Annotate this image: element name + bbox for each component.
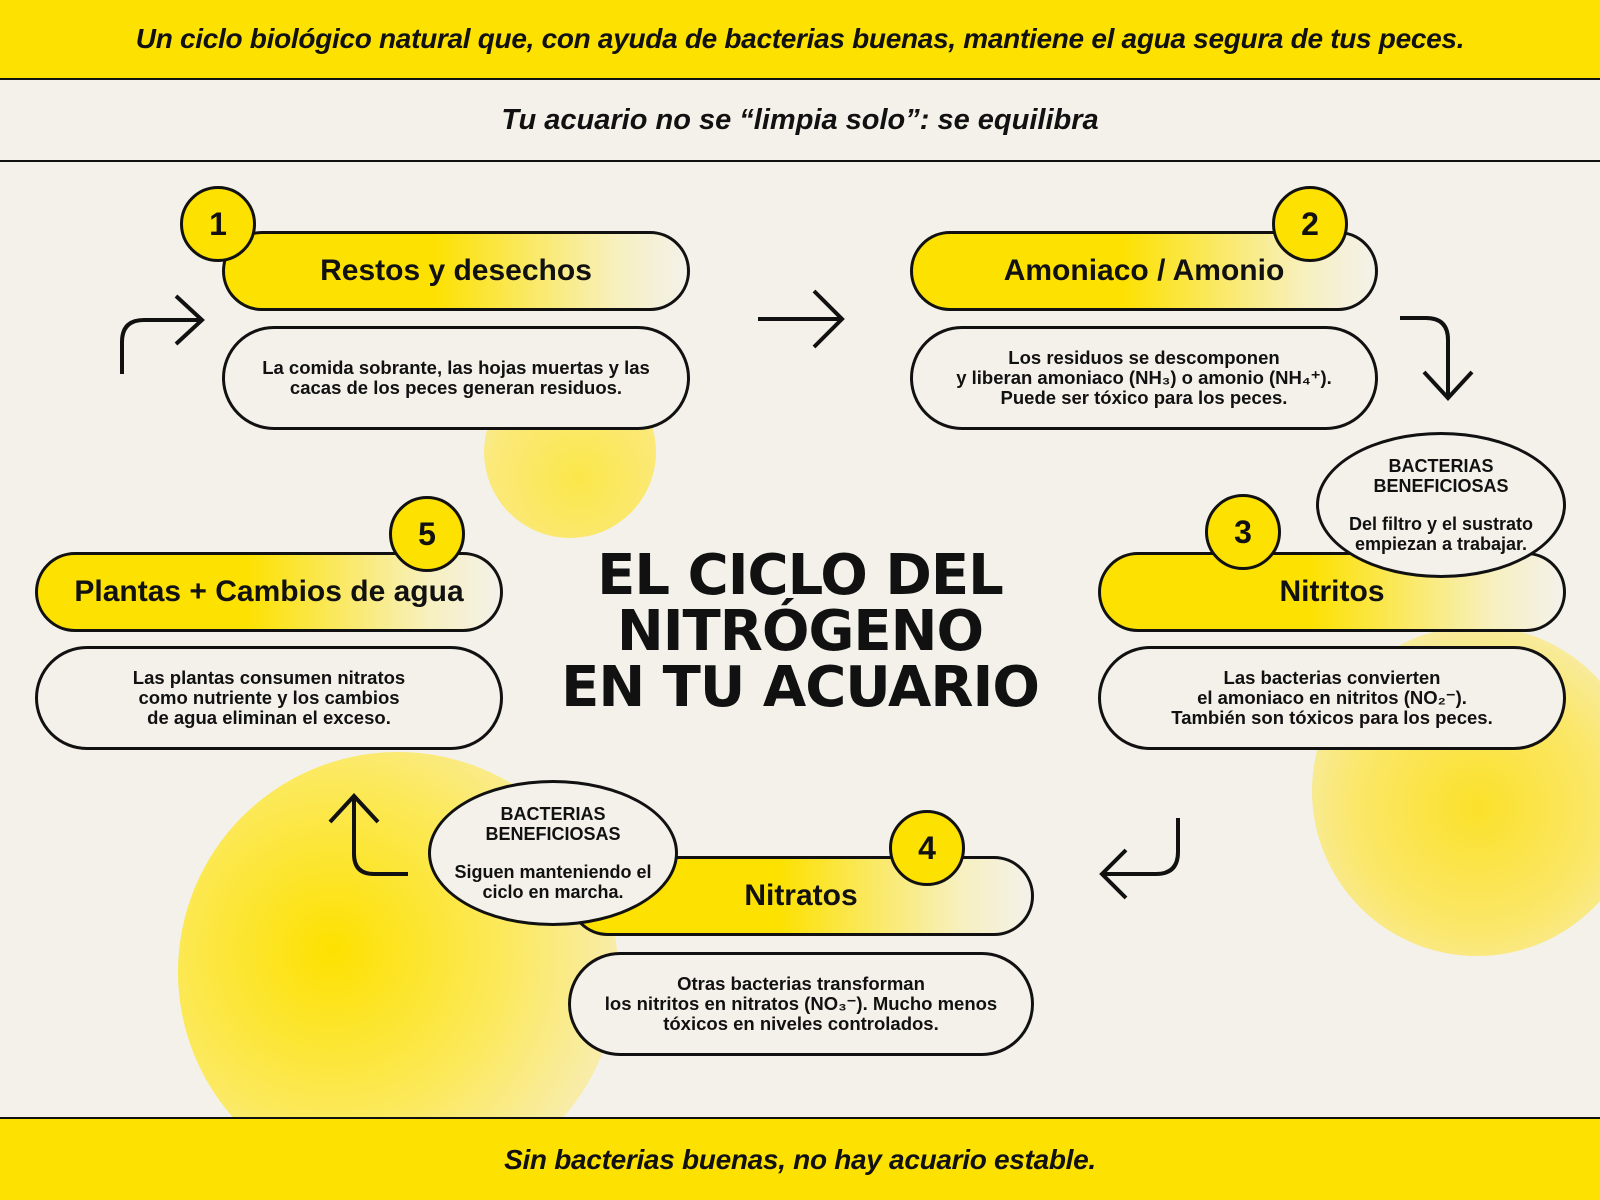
step-3-label-text: Nitritos — [1279, 575, 1385, 608]
step-2-number — [1272, 186, 1348, 262]
arrow-2-to-3-icon — [1398, 314, 1498, 414]
step-5-desc-line: de agua eliminan el exceso. — [147, 707, 391, 728]
title-line: EN TU ACUARIO — [561, 655, 1039, 720]
bacteria-note — [428, 780, 678, 926]
step-4-description — [568, 952, 1034, 1056]
arrow-1-to-2-icon — [756, 285, 856, 355]
step-1-number — [180, 186, 256, 262]
arrow-4-to-5-icon — [326, 792, 426, 892]
bacteria-note-title: BACTERIAS — [500, 804, 606, 824]
bacteria-note-title: BENEFICIOSAS — [485, 824, 621, 844]
step-1-label — [222, 231, 690, 311]
bacteria-note-title: BENEFICIOSAS — [1373, 476, 1509, 496]
tagline-text: Un ciclo biológico natural que, con ayuda de bacterias buenas, mantiene el agua segura de tus peces. — [135, 23, 1465, 54]
step-3-number-text: 3 — [1234, 513, 1252, 550]
bacteria-note-text: Siguen manteniendo el — [454, 862, 652, 882]
step-3-desc-line: Las bacterias convierten — [1223, 667, 1441, 688]
title-line: NITRÓGENO — [616, 599, 984, 664]
step-4-desc-line: los nitritos en nitratos (NO₃⁻). Mucho menos — [604, 993, 998, 1014]
step-1-desc-line: cacas de los peces generan residuos. — [289, 377, 623, 398]
step-5-label-text: Plantas + Cambios de agua — [74, 575, 464, 608]
tagline-banner — [0, 0, 1600, 80]
step-2-label-text: Amoniaco / Amonio — [1003, 254, 1285, 287]
step-5-desc-line: como nutriente y los cambios — [138, 687, 400, 708]
step-4-desc-line: Otras bacterias transforman — [677, 973, 925, 994]
step-2-description — [910, 326, 1378, 430]
step-1-number-text: 1 — [209, 205, 227, 242]
bacteria-note — [1316, 432, 1566, 578]
footer-text: Sin bacterias buenas, no hay acuario estable. — [504, 1143, 1096, 1175]
step-1-desc-line: La comida sobrante, las hojas muertas y las — [262, 357, 650, 378]
step-3-number — [1205, 494, 1281, 570]
step-3-desc-line: También son tóxicos para los peces. — [1171, 707, 1493, 728]
step-4-number-text: 4 — [918, 829, 936, 866]
step-4-desc-line: tóxicos en niveles controlados. — [663, 1013, 939, 1034]
step-5-number — [389, 496, 465, 572]
step-5-desc-line: Las plantas consumen nitratos — [132, 667, 406, 688]
step-2-desc-line: Puede ser tóxico para los peces. — [1000, 387, 1288, 408]
step-5-number-text: 5 — [418, 515, 436, 552]
bacteria-note-title: BACTERIAS — [1388, 456, 1494, 476]
step-5-description — [35, 646, 503, 750]
bacteria-note-text: Del filtro y el sustrato — [1348, 514, 1534, 534]
arrow-3-to-4-icon — [1098, 816, 1198, 916]
title-line: EL CICLO DEL — [597, 543, 1003, 608]
step-4-label-text: Nitratos — [744, 879, 858, 912]
step-2-desc-line: y liberan amoniaco (NH₃) o amonio (NH₄⁺). — [956, 367, 1332, 388]
subtitle-banner — [0, 80, 1600, 162]
bacteria-note-text: ciclo en marcha. — [482, 882, 624, 902]
step-3-desc-line: el amoniaco en nitritos (NO₂⁻). — [1197, 687, 1467, 708]
step-3-description — [1098, 646, 1566, 750]
step-1-label-text: Restos y desechos — [320, 254, 592, 287]
footer-banner — [0, 1117, 1600, 1200]
arrow-5-to-1-icon — [118, 290, 218, 390]
subtitle-text: Tu acuario no se “limpia solo”: se equilibra — [501, 103, 1099, 136]
bacteria-note-text: empiezan a trabajar. — [1354, 534, 1528, 554]
step-2-desc-line: Los residuos se descomponen — [1008, 347, 1280, 368]
step-1-description — [222, 326, 690, 430]
step-4-number — [889, 810, 965, 886]
step-2-number-text: 2 — [1301, 205, 1319, 242]
diagram-title — [530, 543, 1070, 720]
